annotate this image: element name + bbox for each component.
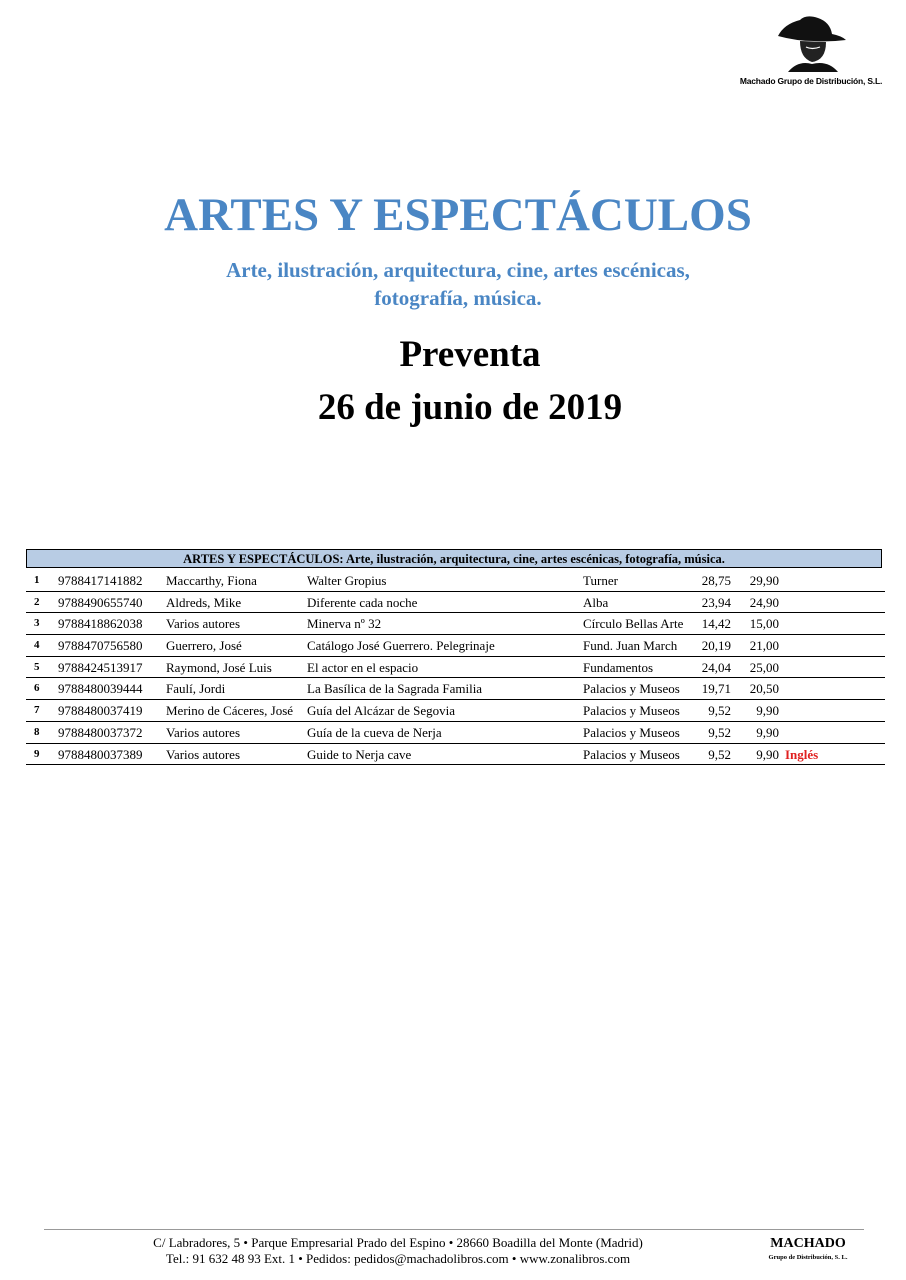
row-number: 8 <box>34 725 40 738</box>
row-title: Minerva nº 32 <box>307 616 382 632</box>
row-price-net: 9,52 <box>708 724 731 740</box>
hat-man-logo-icon <box>770 14 850 74</box>
row-isbn: 9788470756580 <box>58 638 143 654</box>
row-author: Varios autores <box>166 724 241 740</box>
row-price: 9,90 <box>756 703 779 719</box>
row-title: Guía de la cueva de Nerja <box>307 724 442 740</box>
row-number: 7 <box>34 704 40 717</box>
footer-contact: Tel.: 91 632 48 93 Ext. 1 • Pedidos: pedidos@machadolibros.com • www.zonalibros.com <box>165 1251 631 1266</box>
row-isbn: 9788424513917 <box>58 659 143 675</box>
subtitle-line-2: fotografía, música. <box>374 286 542 310</box>
row-number: 3 <box>34 617 40 630</box>
row-title: Diferente cada noche <box>307 594 418 610</box>
table-row <box>26 744 885 766</box>
row-publisher: Palacios y Museos <box>583 703 680 719</box>
row-title: El actor en el espacio <box>307 659 419 675</box>
row-price-net: 28,75 <box>701 573 731 588</box>
row-publisher: Palacios y Museos <box>583 746 680 762</box>
row-number: 6 <box>34 682 40 695</box>
row-price: 20,50 <box>749 681 779 697</box>
row-price: 15,00 <box>749 616 779 632</box>
table-row <box>26 678 885 700</box>
row-title: Guide to Nerja cave <box>307 746 412 762</box>
row-publisher: Fund. Juan March <box>583 638 678 654</box>
row-isbn: 9788490655740 <box>58 594 143 610</box>
row-publisher: Palacios y Museos <box>583 724 680 740</box>
row-isbn: 9788480037389 <box>58 746 143 762</box>
logo-text: Machado Grupo de Distribución, S.L. <box>739 76 883 86</box>
preventa-heading: Preventa <box>399 334 541 375</box>
row-title: Catálogo José Guerrero. Pelegrinaje <box>307 638 495 654</box>
row-price: 25,00 <box>749 659 779 675</box>
row-price-net: 9,52 <box>708 746 731 762</box>
table-row <box>26 635 885 657</box>
footer-address: C/ Labradores, 5 • Parque Empresarial Prado del Espino • 28660 Boadilla del Monte (Madrid) <box>153 1235 643 1250</box>
row-price: 9,90 <box>756 724 779 740</box>
row-isbn: 9788418862038 <box>58 616 143 632</box>
book-table <box>26 570 885 765</box>
table-header: ARTES Y ESPECTÁCULOS: Arte, ilustración, arquitectura, cine, artes escénicas, fotografía, música. <box>26 549 882 568</box>
subtitle-line-1: Arte, ilustración, arquitectura, cine, artes escénicas, <box>226 258 690 282</box>
table-row <box>26 722 885 744</box>
row-number: 4 <box>34 639 40 652</box>
row-number: 1 <box>34 574 40 586</box>
row-price-net: 14,42 <box>701 616 731 632</box>
row-isbn: 9788480037372 <box>58 724 143 740</box>
row-author: Maccarthy, Fiona <box>166 573 257 588</box>
row-isbn: 9788417141882 <box>58 573 143 588</box>
footer-divider <box>44 1229 864 1230</box>
row-author: Varios autores <box>166 616 241 632</box>
row-number: 2 <box>34 595 40 608</box>
row-price-net: 19,71 <box>701 681 731 697</box>
row-author: Varios autores <box>166 746 241 762</box>
row-publisher: Turner <box>583 573 618 588</box>
row-price-net: 9,52 <box>708 703 731 719</box>
row-author: Faulí, Jordi <box>166 681 226 697</box>
table-row <box>26 592 885 614</box>
row-author: Merino de Cáceres, José <box>166 703 294 719</box>
page-subtitle <box>0 256 906 312</box>
table-row <box>26 657 885 679</box>
footer-brand: MACHADO <box>770 1236 846 1251</box>
footer-brand-subtitle: Grupo de Distribución, S. L. <box>768 1254 848 1261</box>
company-logo <box>736 14 886 94</box>
presale-date: 26 de junio de 2019 <box>317 387 623 428</box>
row-price-net: 20,19 <box>701 638 731 654</box>
row-isbn: 9788480039444 <box>58 681 143 697</box>
row-title: Guía del Alcázar de Segovia <box>307 703 455 719</box>
row-price: 29,90 <box>749 573 779 588</box>
row-author: Raymond, José Luis <box>166 659 272 675</box>
row-publisher: Alba <box>583 594 609 610</box>
row-note: Inglés <box>785 746 819 762</box>
row-number: 9 <box>34 747 40 760</box>
row-publisher: Fundamentos <box>583 659 654 675</box>
row-price: 9,90 <box>756 746 779 762</box>
page-title: ARTES Y ESPECTÁCULOS <box>164 189 752 241</box>
row-title: Walter Gropius <box>307 573 387 588</box>
row-author: Aldreds, Mike <box>166 594 242 610</box>
row-isbn: 9788480037419 <box>58 703 143 719</box>
row-author: Guerrero, José <box>166 638 242 654</box>
row-number: 5 <box>34 660 40 673</box>
table-row <box>26 570 885 592</box>
table-row <box>26 613 885 635</box>
row-price-net: 24,04 <box>701 659 731 675</box>
row-publisher: Círculo Bellas Arte <box>583 616 684 632</box>
table-row <box>26 700 885 722</box>
row-price-net: 23,94 <box>701 594 731 610</box>
row-title: La Basílica de la Sagrada Familia <box>307 681 483 697</box>
row-publisher: Palacios y Museos <box>583 681 680 697</box>
row-price: 24,90 <box>749 594 779 610</box>
row-price: 21,00 <box>749 638 779 654</box>
